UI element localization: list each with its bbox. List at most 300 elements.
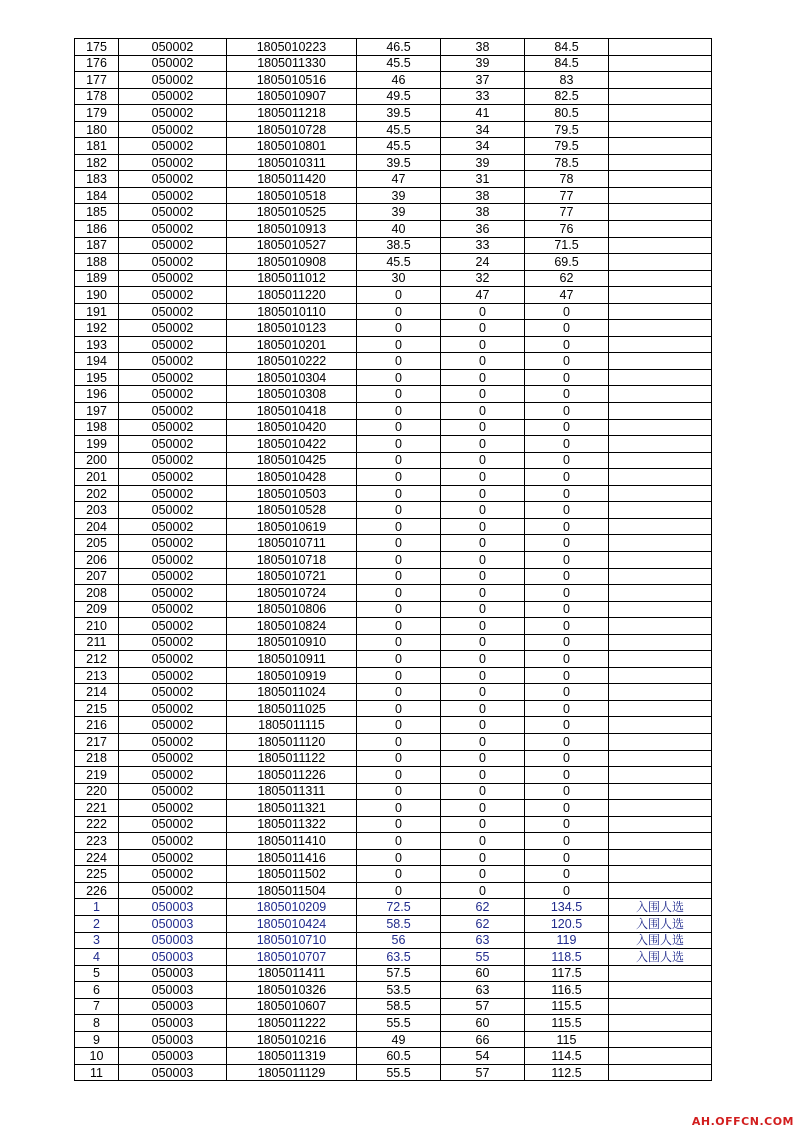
exam-id-cell: 1805010724: [227, 585, 357, 602]
subject1-score-cell: 72.5: [357, 899, 441, 916]
total-score-cell: 83: [525, 72, 609, 89]
subject1-score-cell: 0: [357, 336, 441, 353]
total-score-cell: 71.5: [525, 237, 609, 254]
exam-id-cell: 1805011420: [227, 171, 357, 188]
position-code-cell: 050003: [119, 1031, 227, 1048]
row-number-cell: 180: [75, 121, 119, 138]
subject1-score-cell: 53.5: [357, 982, 441, 999]
row-number-cell: 191: [75, 303, 119, 320]
total-score-cell: 78.5: [525, 154, 609, 171]
table-row: [75, 982, 712, 999]
remark-cell: [609, 568, 712, 585]
position-code-cell: 050002: [119, 105, 227, 122]
total-score-cell: 0: [525, 767, 609, 784]
subject2-score-cell: 0: [441, 353, 525, 370]
total-score-cell: 116.5: [525, 982, 609, 999]
subject1-score-cell: 0: [357, 452, 441, 469]
position-code-cell: 050002: [119, 88, 227, 105]
subject1-score-cell: 0: [357, 816, 441, 833]
row-number-cell: 218: [75, 750, 119, 767]
row-number-cell: 213: [75, 667, 119, 684]
row-number-cell: 199: [75, 436, 119, 453]
exam-id-cell: 1805011226: [227, 767, 357, 784]
exam-id-cell: 1805010304: [227, 369, 357, 386]
table-row: [75, 568, 712, 585]
row-number-cell: 3: [75, 932, 119, 949]
subject1-score-cell: 0: [357, 700, 441, 717]
subject2-score-cell: 0: [441, 849, 525, 866]
remark-cell: 入围人选: [609, 932, 712, 949]
row-number-cell: 212: [75, 651, 119, 668]
remark-cell: [609, 303, 712, 320]
position-code-cell: 050002: [119, 518, 227, 535]
total-score-cell: 84.5: [525, 39, 609, 56]
row-number-cell: 176: [75, 55, 119, 72]
table-row: [75, 485, 712, 502]
table-row: [75, 1064, 712, 1081]
remark-cell: [609, 733, 712, 750]
remark-cell: [609, 551, 712, 568]
remark-cell: [609, 287, 712, 304]
position-code-cell: 050002: [119, 469, 227, 486]
table-row: [75, 899, 712, 916]
position-code-cell: 050002: [119, 221, 227, 238]
total-score-cell: 0: [525, 684, 609, 701]
row-number-cell: 194: [75, 353, 119, 370]
total-score-cell: 0: [525, 518, 609, 535]
remark-cell: [609, 502, 712, 519]
subject2-score-cell: 33: [441, 237, 525, 254]
subject2-score-cell: 0: [441, 568, 525, 585]
table-row: [75, 1048, 712, 1065]
total-score-cell: 0: [525, 816, 609, 833]
row-number-cell: 209: [75, 601, 119, 618]
subject1-score-cell: 0: [357, 667, 441, 684]
table-row: [75, 733, 712, 750]
remark-cell: [609, 750, 712, 767]
remark-cell: [609, 717, 712, 734]
exam-id-cell: 1805010223: [227, 39, 357, 56]
table-row: [75, 634, 712, 651]
subject2-score-cell: 0: [441, 469, 525, 486]
remark-cell: [609, 171, 712, 188]
position-code-cell: 050003: [119, 1015, 227, 1032]
remark-cell: [609, 518, 712, 535]
subject1-score-cell: 56: [357, 932, 441, 949]
position-code-cell: 050002: [119, 651, 227, 668]
row-number-cell: 221: [75, 800, 119, 817]
row-number-cell: 203: [75, 502, 119, 519]
total-score-cell: 62: [525, 270, 609, 287]
row-number-cell: 183: [75, 171, 119, 188]
exam-id-cell: 1805011321: [227, 800, 357, 817]
row-number-cell: 216: [75, 717, 119, 734]
subject1-score-cell: 0: [357, 369, 441, 386]
table-row: [75, 303, 712, 320]
total-score-cell: 0: [525, 502, 609, 519]
exam-id-cell: 1805010527: [227, 237, 357, 254]
position-code-cell: 050002: [119, 72, 227, 89]
row-number-cell: 226: [75, 882, 119, 899]
row-number-cell: 223: [75, 833, 119, 850]
exam-id-cell: 1805010911: [227, 651, 357, 668]
subject2-score-cell: 0: [441, 320, 525, 337]
exam-id-cell: 1805011115: [227, 717, 357, 734]
remark-cell: [609, 270, 712, 287]
exam-id-cell: 1805011411: [227, 965, 357, 982]
remark-cell: [609, 816, 712, 833]
remark-cell: [609, 55, 712, 72]
table-row: [75, 55, 712, 72]
row-number-cell: 211: [75, 634, 119, 651]
position-code-cell: 050002: [119, 436, 227, 453]
total-score-cell: 0: [525, 469, 609, 486]
exam-id-cell: 1805010308: [227, 386, 357, 403]
position-code-cell: 050002: [119, 336, 227, 353]
row-number-cell: 182: [75, 154, 119, 171]
total-score-cell: 112.5: [525, 1064, 609, 1081]
exam-id-cell: 1805010428: [227, 469, 357, 486]
row-number-cell: 195: [75, 369, 119, 386]
position-code-cell: 050003: [119, 899, 227, 916]
exam-id-cell: 1805010607: [227, 998, 357, 1015]
subject2-score-cell: 0: [441, 485, 525, 502]
subject1-score-cell: 0: [357, 634, 441, 651]
exam-id-cell: 1805011502: [227, 866, 357, 883]
subject1-score-cell: 57.5: [357, 965, 441, 982]
subject2-score-cell: 0: [441, 882, 525, 899]
table-row: [75, 998, 712, 1015]
exam-id-cell: 1805010216: [227, 1031, 357, 1048]
position-code-cell: 050002: [119, 601, 227, 618]
position-code-cell: 050002: [119, 750, 227, 767]
exam-id-cell: 1805011504: [227, 882, 357, 899]
subject2-score-cell: 0: [441, 436, 525, 453]
table-row: [75, 171, 712, 188]
row-number-cell: 217: [75, 733, 119, 750]
subject2-score-cell: 0: [441, 816, 525, 833]
total-score-cell: 115: [525, 1031, 609, 1048]
position-code-cell: 050002: [119, 187, 227, 204]
position-code-cell: 050002: [119, 568, 227, 585]
subject2-score-cell: 0: [441, 800, 525, 817]
subject1-score-cell: 0: [357, 585, 441, 602]
total-score-cell: 78: [525, 171, 609, 188]
total-score-cell: 0: [525, 303, 609, 320]
remark-cell: [609, 1015, 712, 1032]
table-row: [75, 618, 712, 635]
exam-id-cell: 1805011416: [227, 849, 357, 866]
exam-id-cell: 1805010222: [227, 353, 357, 370]
exam-id-cell: 1805010806: [227, 601, 357, 618]
subject2-score-cell: 0: [441, 403, 525, 420]
position-code-cell: 050003: [119, 932, 227, 949]
row-number-cell: 1: [75, 899, 119, 916]
table-row: [75, 1015, 712, 1032]
remark-cell: [609, 254, 712, 271]
row-number-cell: 220: [75, 783, 119, 800]
position-code-cell: 050002: [119, 700, 227, 717]
subject1-score-cell: 0: [357, 518, 441, 535]
subject1-score-cell: 0: [357, 618, 441, 635]
total-score-cell: 0: [525, 833, 609, 850]
exam-id-cell: 1805010707: [227, 949, 357, 966]
position-code-cell: 050003: [119, 965, 227, 982]
subject2-score-cell: 0: [441, 767, 525, 784]
total-score-cell: 0: [525, 336, 609, 353]
position-code-cell: 050003: [119, 949, 227, 966]
exam-id-cell: 1805011319: [227, 1048, 357, 1065]
subject1-score-cell: 39.5: [357, 154, 441, 171]
subject2-score-cell: 32: [441, 270, 525, 287]
row-number-cell: 186: [75, 221, 119, 238]
table-row: [75, 767, 712, 784]
subject1-score-cell: 0: [357, 651, 441, 668]
table-row: [75, 287, 712, 304]
total-score-cell: 0: [525, 783, 609, 800]
exam-id-cell: 1805011024: [227, 684, 357, 701]
subject2-score-cell: 0: [441, 336, 525, 353]
row-number-cell: 188: [75, 254, 119, 271]
exam-id-cell: 1805011330: [227, 55, 357, 72]
remark-cell: [609, 585, 712, 602]
subject1-score-cell: 60.5: [357, 1048, 441, 1065]
remark-cell: [609, 767, 712, 784]
remark-cell: [609, 601, 712, 618]
exam-id-cell: 1805010718: [227, 551, 357, 568]
row-number-cell: 222: [75, 816, 119, 833]
table-row: [75, 320, 712, 337]
subject2-score-cell: 0: [441, 651, 525, 668]
total-score-cell: 0: [525, 452, 609, 469]
total-score-cell: 115.5: [525, 1015, 609, 1032]
total-score-cell: 120.5: [525, 915, 609, 932]
position-code-cell: 050002: [119, 39, 227, 56]
total-score-cell: 0: [525, 618, 609, 635]
subject2-score-cell: 0: [441, 502, 525, 519]
subject1-score-cell: 45.5: [357, 55, 441, 72]
remark-cell: [609, 485, 712, 502]
exam-id-cell: 1805010420: [227, 419, 357, 436]
subject2-score-cell: 0: [441, 634, 525, 651]
table-row: [75, 204, 712, 221]
exam-id-cell: 1805010721: [227, 568, 357, 585]
table-row: [75, 88, 712, 105]
table-row: [75, 651, 712, 668]
exam-id-cell: 1805010728: [227, 121, 357, 138]
row-number-cell: 196: [75, 386, 119, 403]
subject1-score-cell: 63.5: [357, 949, 441, 966]
remark-cell: [609, 1064, 712, 1081]
exam-id-cell: 1805010201: [227, 336, 357, 353]
watermark: AH.OFFCN.COM: [691, 1115, 794, 1128]
total-score-cell: 0: [525, 320, 609, 337]
total-score-cell: 117.5: [525, 965, 609, 982]
table-row: [75, 39, 712, 56]
table-row: [75, 469, 712, 486]
subject1-score-cell: 0: [357, 485, 441, 502]
subject1-score-cell: 0: [357, 866, 441, 883]
total-score-cell: 79.5: [525, 121, 609, 138]
row-number-cell: 198: [75, 419, 119, 436]
subject2-score-cell: 0: [441, 419, 525, 436]
remark-cell: 入围人选: [609, 949, 712, 966]
table-row: [75, 915, 712, 932]
remark-cell: [609, 833, 712, 850]
subject2-score-cell: 0: [441, 601, 525, 618]
table-row: [75, 750, 712, 767]
subject1-score-cell: 39: [357, 187, 441, 204]
subject1-score-cell: 0: [357, 717, 441, 734]
position-code-cell: 050003: [119, 915, 227, 932]
subject2-score-cell: 47: [441, 287, 525, 304]
subject2-score-cell: 57: [441, 1064, 525, 1081]
subject2-score-cell: 38: [441, 39, 525, 56]
row-number-cell: 7: [75, 998, 119, 1015]
total-score-cell: 0: [525, 601, 609, 618]
table-row: [75, 154, 712, 171]
position-code-cell: 050002: [119, 733, 227, 750]
subject2-score-cell: 31: [441, 171, 525, 188]
subject2-score-cell: 0: [441, 386, 525, 403]
total-score-cell: 79.5: [525, 138, 609, 155]
remark-cell: [609, 1031, 712, 1048]
remark-cell: [609, 667, 712, 684]
subject1-score-cell: 0: [357, 568, 441, 585]
subject1-score-cell: 38.5: [357, 237, 441, 254]
subject1-score-cell: 0: [357, 436, 441, 453]
table-row: [75, 849, 712, 866]
exam-id-cell: 1805010424: [227, 915, 357, 932]
exam-id-cell: 1805010422: [227, 436, 357, 453]
subject1-score-cell: 58.5: [357, 915, 441, 932]
table-row: [75, 419, 712, 436]
total-score-cell: 118.5: [525, 949, 609, 966]
table-row: [75, 700, 712, 717]
row-number-cell: 5: [75, 965, 119, 982]
exam-id-cell: 1805011322: [227, 816, 357, 833]
row-number-cell: 11: [75, 1064, 119, 1081]
position-code-cell: 050002: [119, 386, 227, 403]
total-score-cell: 0: [525, 585, 609, 602]
exam-id-cell: 1805010110: [227, 303, 357, 320]
subject1-score-cell: 0: [357, 733, 441, 750]
subject2-score-cell: 0: [441, 667, 525, 684]
subject1-score-cell: 0: [357, 767, 441, 784]
table-row: [75, 833, 712, 850]
subject1-score-cell: 0: [357, 386, 441, 403]
table-row: [75, 386, 712, 403]
remark-cell: [609, 982, 712, 999]
total-score-cell: 114.5: [525, 1048, 609, 1065]
table-row: [75, 866, 712, 883]
total-score-cell: 134.5: [525, 899, 609, 916]
table-row: [75, 601, 712, 618]
exam-id-cell: 1805010801: [227, 138, 357, 155]
total-score-cell: 0: [525, 733, 609, 750]
row-number-cell: 184: [75, 187, 119, 204]
subject1-score-cell: 0: [357, 419, 441, 436]
total-score-cell: 0: [525, 436, 609, 453]
row-number-cell: 204: [75, 518, 119, 535]
row-number-cell: 224: [75, 849, 119, 866]
total-score-cell: 0: [525, 800, 609, 817]
row-number-cell: 215: [75, 700, 119, 717]
position-code-cell: 050002: [119, 403, 227, 420]
remark-cell: [609, 849, 712, 866]
exam-id-cell: 1805010516: [227, 72, 357, 89]
row-number-cell: 177: [75, 72, 119, 89]
total-score-cell: 0: [525, 551, 609, 568]
subject2-score-cell: 0: [441, 551, 525, 568]
remark-cell: [609, 72, 712, 89]
remark-cell: [609, 237, 712, 254]
subject2-score-cell: 0: [441, 535, 525, 552]
position-code-cell: 050002: [119, 353, 227, 370]
exam-id-cell: 1805010711: [227, 535, 357, 552]
remark-cell: [609, 1048, 712, 1065]
subject1-score-cell: 49.5: [357, 88, 441, 105]
position-code-cell: 050002: [119, 485, 227, 502]
table-row: [75, 932, 712, 949]
total-score-cell: 0: [525, 882, 609, 899]
exam-id-cell: 1805010910: [227, 634, 357, 651]
subject1-score-cell: 0: [357, 551, 441, 568]
total-score-cell: 82.5: [525, 88, 609, 105]
row-number-cell: 8: [75, 1015, 119, 1032]
row-number-cell: 192: [75, 320, 119, 337]
remark-cell: [609, 998, 712, 1015]
position-code-cell: 050003: [119, 982, 227, 999]
subject2-score-cell: 0: [441, 618, 525, 635]
remark-cell: [609, 535, 712, 552]
position-code-cell: 050002: [119, 204, 227, 221]
total-score-cell: 0: [525, 485, 609, 502]
table-row: [75, 452, 712, 469]
row-number-cell: 202: [75, 485, 119, 502]
row-number-cell: 187: [75, 237, 119, 254]
table-row: [75, 436, 712, 453]
row-number-cell: 208: [75, 585, 119, 602]
exam-id-cell: 1805010503: [227, 485, 357, 502]
remark-cell: [609, 336, 712, 353]
table-row: [75, 270, 712, 287]
remark-cell: [609, 88, 712, 105]
table-row: [75, 551, 712, 568]
total-score-cell: 0: [525, 717, 609, 734]
position-code-cell: 050002: [119, 121, 227, 138]
table-row: [75, 72, 712, 89]
position-code-cell: 050002: [119, 551, 227, 568]
total-score-cell: 84.5: [525, 55, 609, 72]
position-code-cell: 050002: [119, 783, 227, 800]
subject2-score-cell: 60: [441, 1015, 525, 1032]
exam-id-cell: 1805010913: [227, 221, 357, 238]
position-code-cell: 050002: [119, 667, 227, 684]
subject1-score-cell: 0: [357, 783, 441, 800]
row-number-cell: 181: [75, 138, 119, 155]
remark-cell: [609, 783, 712, 800]
exam-id-cell: 1805011025: [227, 700, 357, 717]
row-number-cell: 9: [75, 1031, 119, 1048]
position-code-cell: 050002: [119, 287, 227, 304]
table-row: [75, 585, 712, 602]
position-code-cell: 050002: [119, 502, 227, 519]
total-score-cell: 69.5: [525, 254, 609, 271]
remark-cell: [609, 800, 712, 817]
subject2-score-cell: 41: [441, 105, 525, 122]
remark-cell: [609, 469, 712, 486]
